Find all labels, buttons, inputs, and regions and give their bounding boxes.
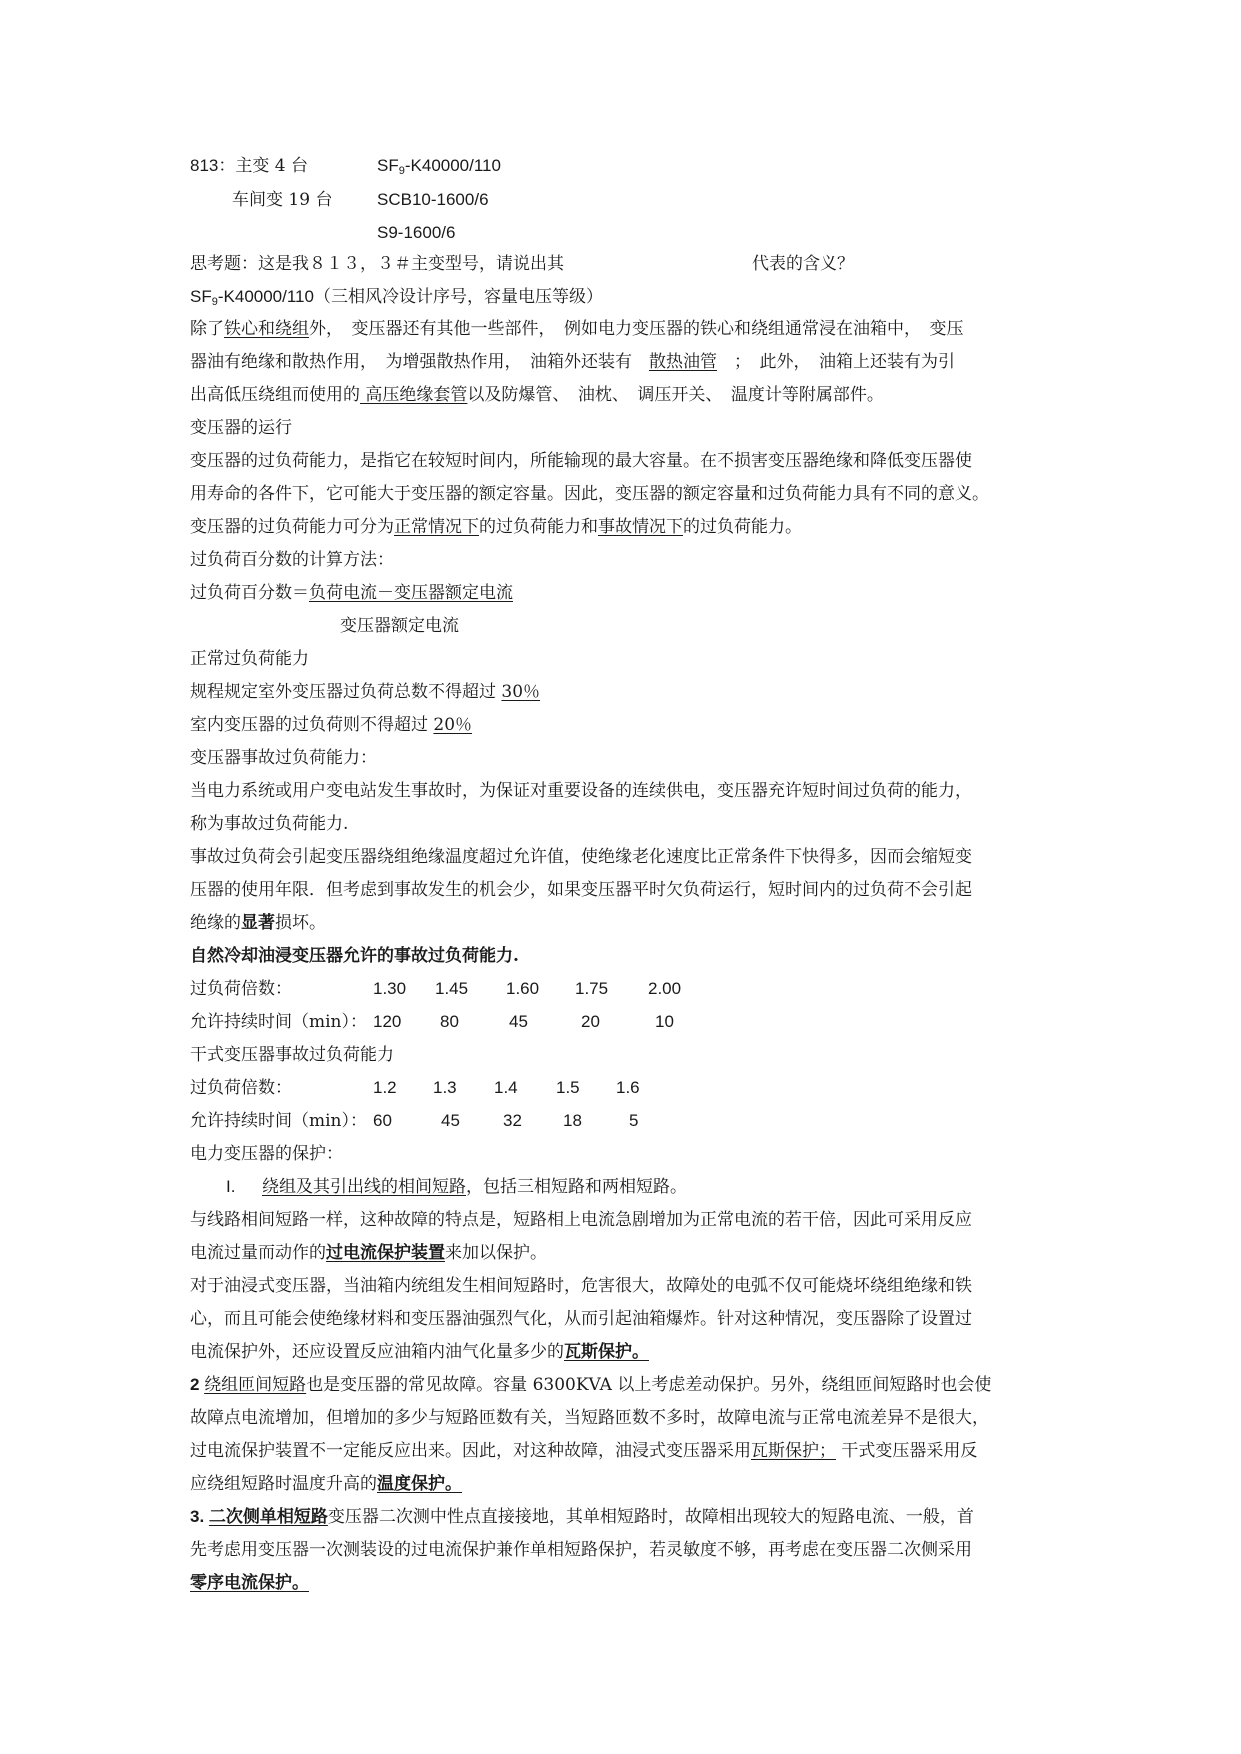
dry-factor-value: 1.5 — [556, 1078, 580, 1097]
accident-line3: 事故过负荷会引起变压器绕组绝缘温度超过允许值，使绝缘老化速度比正常条件下快得多，因而会缩短变 — [190, 847, 972, 867]
para1-line3: 出高低压绕组而使用的 高压绝缘套管以及防爆管、 油枕、 调压开关、 温度计等附属部件。 — [190, 385, 884, 405]
dry-duration-value: 32 — [503, 1111, 522, 1130]
question-text-end: 代表的含义？ — [752, 254, 854, 274]
dry-table-title: 干式变压器事故过负荷能力 — [190, 1045, 394, 1065]
oil-factor-value: 1.60 — [506, 979, 540, 998]
protection-p2-line3: 电流保护外，还应设置反应油箱内油气化量多少的瓦斯保护。 — [190, 1342, 649, 1362]
protection-p2-line2: 心，而且可能会使绝缘材料和变压器油强烈气化，从而引起油箱爆炸。针对这种情况，变压器除了设置过 — [190, 1309, 972, 1329]
formula-numerator: 负荷电流－变压器额定电流 — [309, 583, 513, 603]
accident-title: 变压器事故过负荷能力： — [190, 748, 377, 768]
accident-line5: 绝缘的显著损坏。 — [190, 913, 326, 933]
protection-item-1: I. 绕组及其引出线的相间短路，包括三相短路和两相短路。 — [226, 1177, 687, 1197]
radiator-tube: 散热油管 — [649, 352, 717, 372]
oil-factor-value: 2.00 — [648, 979, 682, 998]
operation-title: 变压器的运行 — [190, 418, 292, 438]
oil-duration-value: 20 — [581, 1012, 600, 1031]
dry-factor-value: 1.2 — [373, 1078, 397, 1097]
accident-line4: 压器的使用年限．但考虑到事故发生的机会少，如果变压器平时欠负荷运行，短时间内的过负荷不会引起 — [190, 880, 972, 900]
main-transformer-label: 主变 4 台 — [235, 156, 308, 176]
overload-line1: 变压器的过负荷能力，是指它在较短时间内，所能输现的最大容量。在不损害变压器绝缘和降低变压器使 — [190, 451, 972, 471]
protection-item-2: 2 绕组匝间短路也是变压器的常见故障。容量 6300KVA 以上考虑差动保护。另外，绕组匝间短路时也会使 — [190, 1375, 992, 1395]
indoor-limit: 室内变压器的过负荷则不得超过 20％ — [190, 715, 473, 735]
oil-duration-value: 120 — [373, 1012, 402, 1031]
outdoor-value: 30％ — [501, 682, 541, 702]
bushing: 高压绝缘套管 — [360, 385, 468, 405]
accident-line2: 称为事故过负荷能力. — [190, 814, 349, 834]
protection-p4-line2: 先考虑用变压器一次测装设的过电流保护兼作单相短路保护，若灵敏度不够，再考虑在变压器二次侧采用 — [190, 1540, 972, 1560]
para1-line2: 器油有绝缘和散热作用， 为增强散热作用， 油箱外还装有 散热油管 ； 此外， 油箱上还装有为引 — [190, 352, 955, 372]
outdoor-limit: 规程规定室外变压器过负荷总数不得超过 30％ — [190, 682, 541, 702]
protection-title: 电力变压器的保护： — [190, 1144, 343, 1164]
oil-table-title: 自然冷却油浸变压器允许的事故过负荷能力. — [190, 946, 519, 966]
header-line-1 — [190, 155, 501, 177]
winding-phase-short: 绕组及其引出线的相间短路 — [262, 1177, 466, 1197]
oil-duration-value: 80 — [440, 1012, 459, 1031]
dry-row2: 允许持续时间（min）： 60 45 32 18 5 — [190, 1111, 639, 1131]
protection-p1-line1: 与线路相间短路一样，这种故障的特点是，短路相上电流急剧增加为正常电流的若干倍，因此可采用反应 — [190, 1210, 972, 1230]
overcurrent-protection: 过电流保护装置 — [326, 1243, 445, 1263]
dry-duration-value: 60 — [373, 1111, 392, 1130]
turn-short: 绕组匝间短路 — [204, 1375, 307, 1395]
main-transformer-model: $SF_9-K40000/110$ — [377, 156, 501, 177]
answer-line: $SF_9-K40000/110$（三相风冷设计序号，容量电压等级） — [190, 287, 603, 308]
oil-duration-value: 10 — [655, 1012, 674, 1031]
oil-row2: 允许持续时间（min）： 120 80 45 20 10 — [190, 1012, 674, 1032]
protection-p3-line3: 过电流保护装置不一定能反应出来。因此，对这种故障，油浸式变压器采用瓦斯保护； 干式变压器采用反 — [190, 1441, 978, 1461]
protection-p3-line4: 应绕组短路时温度升高的温度保护。 — [190, 1474, 462, 1494]
gas-protection: 瓦斯保护。 — [564, 1342, 649, 1362]
accident-condition: 事故情况下 — [598, 517, 683, 537]
oil-duration-value: 45 — [509, 1012, 528, 1031]
oil-factor-value: 1.45 — [435, 979, 469, 998]
protection-p2-line1: 对于油浸式变压器，当油箱内统组发生相间短路时，危害很大，故障处的电弧不仅可能烧坏绕组绝缘和铁 — [190, 1276, 972, 1296]
accident-line1: 当电力系统或用户变电站发生事故时，为保证对重要设备的连续供电，变压器充许短时间过负荷的能力， — [190, 781, 972, 801]
overload-line2: 用寿命的各件下，它可能大于变压器的额定容量。因此，变压器的额定容量和过负荷能力具有不同的意义。 — [190, 484, 989, 504]
formula-title: 过负荷百分数的计算方法： — [190, 550, 394, 570]
temperature-protection: 温度保护。 — [377, 1474, 462, 1494]
question-line — [190, 253, 854, 275]
protection-p1-line2: 电流过量而动作的过电流保护装置来加以保护。 — [190, 1243, 547, 1263]
protection-item-3: 3. 二次侧单相短路变压器二次测中性点直接接地，其单相短路时，故障相出现较大的短路电流、一般，首 — [190, 1507, 974, 1527]
workshop-model-1: SCB10-1600/6 — [377, 190, 489, 209]
dry-row1: 过负荷倍数： 1.2 1.3 1.4 1.5 1.6 — [190, 1078, 640, 1098]
answer-text: -K40000/110（三相风冷设计序号，容量电压等级） — [217, 287, 603, 306]
core-and-winding: 铁心和绕组 — [224, 319, 309, 339]
oil-factor-value: 1.30 — [373, 979, 407, 998]
secondary-single-phase-short: 二次侧单相短路 — [208, 1507, 328, 1527]
zero-sequence-protection: 零序电流保护。 — [190, 1573, 309, 1593]
normal-title: 正常过负荷能力 — [190, 649, 309, 669]
formula-denominator: 变压器额定电流 — [340, 616, 459, 636]
dry-duration-value: 45 — [441, 1111, 460, 1130]
indoor-value: 20％ — [433, 715, 473, 735]
dry-factor-value: 1.6 — [616, 1078, 640, 1097]
normal-condition: 正常情况下 — [394, 517, 479, 537]
dry-duration-value: 5 — [629, 1111, 639, 1130]
workshop-label: 车间变 19 台 — [232, 190, 333, 210]
question-text: 思考题：这是我８１３，３＃主变型号，请说出其 — [190, 254, 564, 274]
gas-protection-2: 瓦斯保护； — [751, 1441, 836, 1461]
overload-line3: 变压器的过负荷能力可分为正常情况下的过负荷能力和事故情况下的过负荷能力。 — [190, 517, 802, 537]
formula-line: 过负荷百分数＝负荷电流－变压器额定电流 — [190, 583, 513, 603]
dry-factor-value: 1.4 — [494, 1078, 518, 1097]
dry-factor-value: 1.3 — [433, 1078, 457, 1097]
oil-factor-value: 1.75 — [575, 979, 609, 998]
dry-duration-value: 18 — [563, 1111, 582, 1130]
protection-p3-line2: 故障点电流增加，但增加的多少与短路匝数有关，当短路匝数不多时，故障电流与正常电流差异不是很大， — [190, 1408, 989, 1428]
header-code: 813： — [190, 156, 236, 175]
oil-row1: 过负荷倍数： 1.30 1.45 1.60 1.75 2.00 — [190, 979, 682, 999]
workshop-model-2: S9-1600/6 — [377, 223, 456, 242]
para1-line1: 除了铁心和绕组外， 变压器还有其他一些部件， 例如电力变压器的铁心和绕组通常浸在油箱中， 变压 — [190, 319, 964, 339]
